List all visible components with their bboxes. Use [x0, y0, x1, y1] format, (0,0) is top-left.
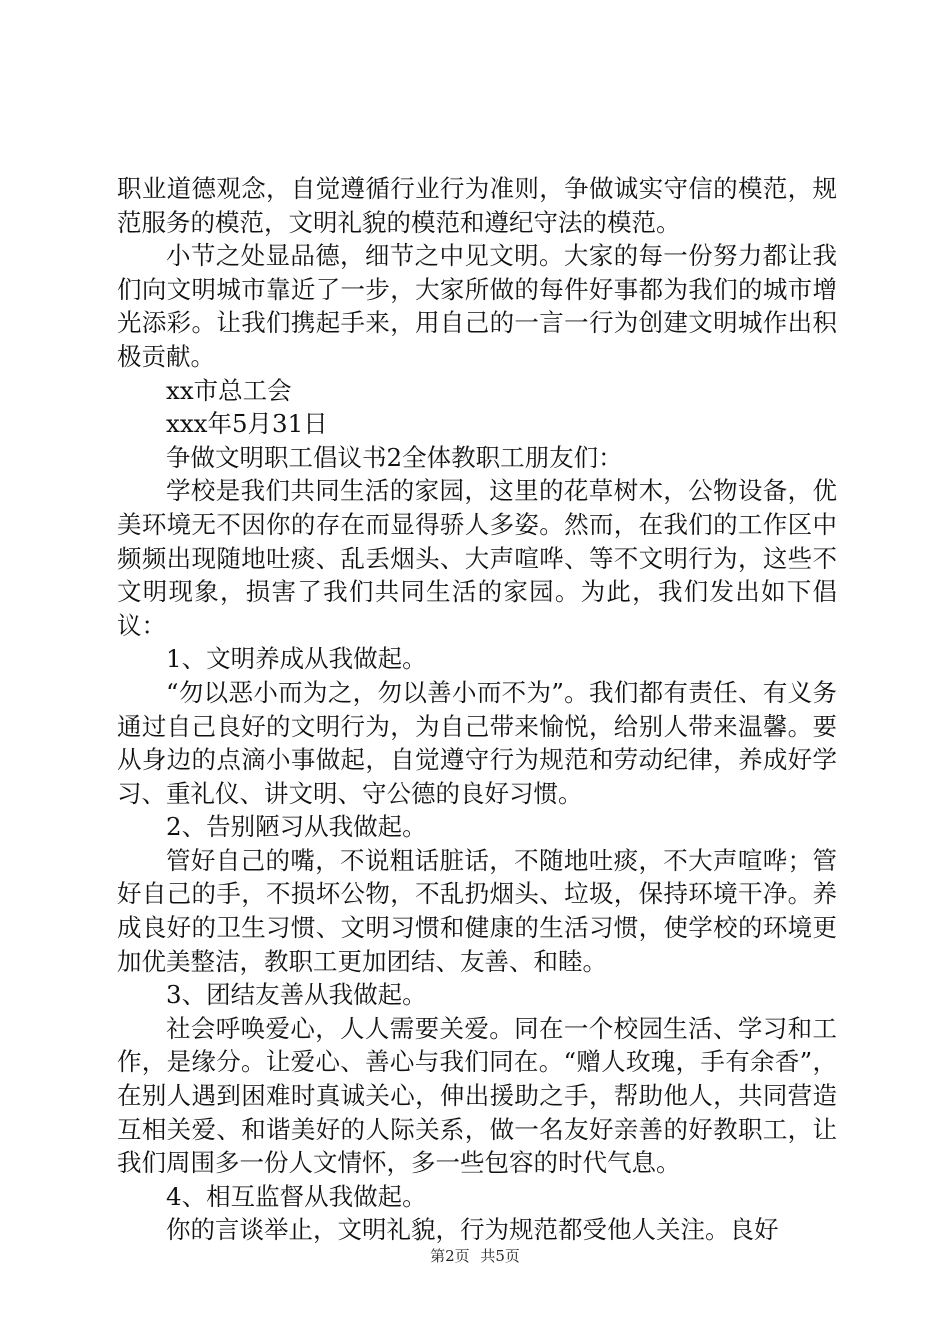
- paragraph-1: 小节之处显品德，细节之中见文明。大家的每一份努力都让我们向文明城市靠近了一步，大家所做的每件好事都为我们的城市增光添彩。让我们携起手来，用自己的一言一行为创建文明城作出积极贡献。: [117, 241, 837, 371]
- paragraph-9: 管好自己的嘴，不说粗话脏话，不随地吐痰，不大声喧哗；管好自己的手，不损坏公物，不乱扔烟头、垃圾，保持环境干净。养成良好的卫生习惯、文明习惯和健康的生活习惯，使学校的环境更加优美整洁，教职工更加团结、友善、和睦。: [117, 845, 837, 976]
- page-number: 第2页: [430, 1247, 470, 1265]
- paragraph-13: 你的言谈举止，文明礼貌，行为规范都受他人关注。良好: [166, 1215, 779, 1245]
- item-heading-3: 3、团结友善从我做起。: [166, 980, 427, 1010]
- paragraph-11: 社会呼唤爱心，人人需要关爱。同在一个校园生活、学习和工作，是缘分。让爱心、善心与我们同在。“赠人玫瑰，手有余香”，在别人遇到困难时真诚关心，伸出援助之手，帮助他人，共同营造互相关爱、和谐美好的人际关系，做一名友好亲善的好教职工，让我们周围多一份人文情怀，多一些包容的时代气息。: [117, 1013, 837, 1178]
- paragraph-5: 学校是我们共同生活的家园，这里的花草树木，公物设备，优美环境无不因你的存在而显得骄人多姿。然而，在我们的工作区中频频出现随地吐痰、乱丢烟头、大声喧哗、等不文明行为，这些不文明现象，损害了我们共同生活的家园。为此，我们发出如下倡议：: [117, 476, 837, 640]
- section-heading: 争做文明职工倡议书2全体教职工朋友们：: [166, 442, 623, 472]
- paragraph-0: 职业道德观念，自觉遵循行业行为准则，争做诚实守信的模范，规范服务的模范，文明礼貌的模范和遵纪守法的模范。: [117, 174, 837, 237]
- page-total: 共5页: [480, 1247, 520, 1265]
- item-heading-4: 4、相互监督从我做起。: [166, 1181, 427, 1211]
- page-footer: [0, 1245, 950, 1266]
- item-heading-2: 2、告别陋习从我做起。: [166, 812, 427, 842]
- paragraph-7: “勿以恶小而为之，勿以善小而不为”。我们都有责任、有义务通过自己良好的文明行为，为自己带来愉悦，给别人带来温馨。要从身边的点滴小事做起，自觉遵守行为规范和劳动纪律，养成好学习、重礼仪、讲文明、守公德的良好习惯。: [117, 677, 837, 808]
- item-heading-1: 1、文明养成从我做起。: [166, 644, 427, 674]
- document-body: [117, 172, 837, 1247]
- signature-organization: xx市总工会: [166, 375, 292, 405]
- signature-date: xxx年5月31日: [166, 409, 328, 439]
